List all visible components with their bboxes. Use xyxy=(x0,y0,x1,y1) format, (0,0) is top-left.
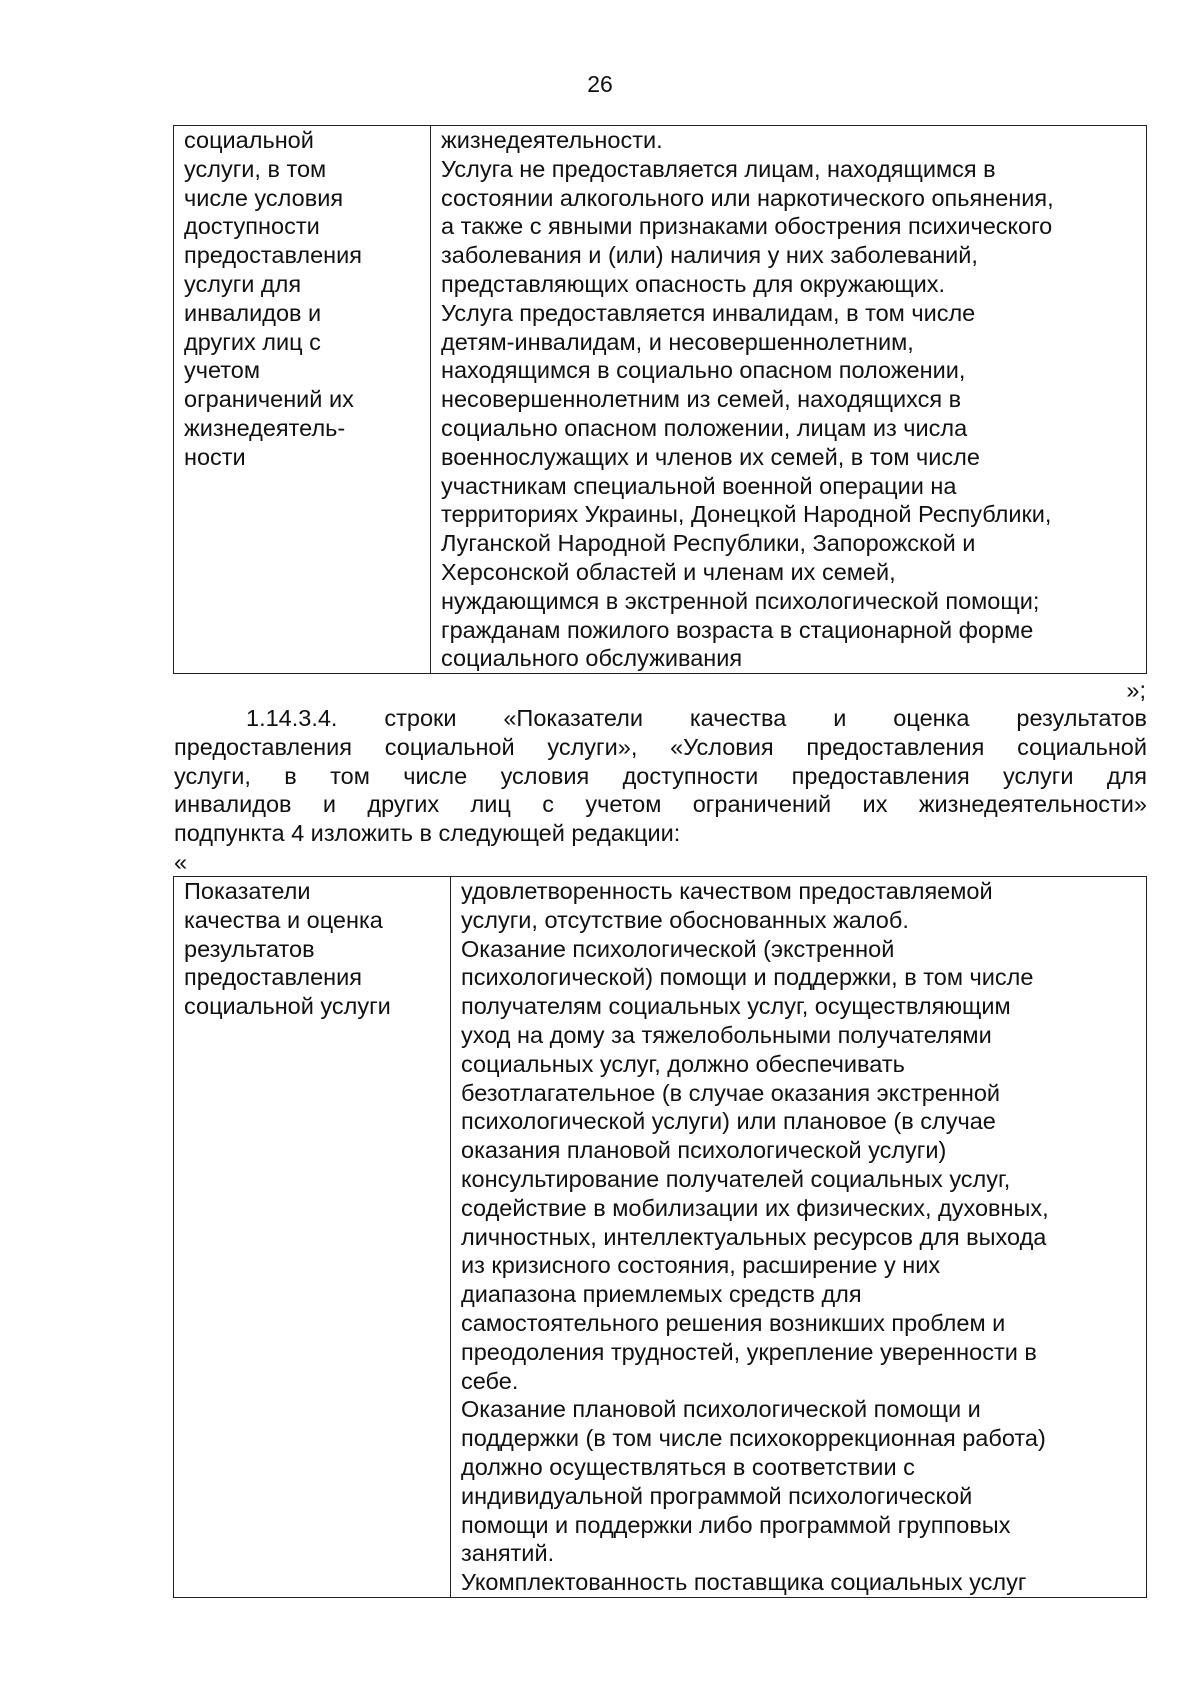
text-line: а также с явными признаками обострения психического xyxy=(441,213,1053,240)
text-line: гражданам пожилого возраста в стационарной форме xyxy=(441,616,1034,643)
page-number: 26 xyxy=(587,71,613,97)
text-line: Укомплектованность поставщика социальных услуг xyxy=(461,1569,1027,1596)
row-title-lines xyxy=(184,126,420,472)
text-line: социального обслуживания xyxy=(441,645,743,672)
text-line: психологической услуги) или плановое (в случае xyxy=(461,1108,996,1135)
text-line: услуги для xyxy=(184,270,302,297)
table-row xyxy=(174,877,1147,1598)
text-line: безотлагательное (в случае оказания экстренной xyxy=(461,1079,1001,1106)
text-line: Оказание плановой психологической помощи и xyxy=(461,1396,981,1423)
opening-quote: « xyxy=(174,849,188,875)
paragraph-line: инвалидов и других лиц с учетом ограничений их жизнедеятельности» xyxy=(174,791,1147,818)
row-content-cell xyxy=(451,877,1147,1598)
paragraph-line: подпункта 4 изложить в следующей редакции: xyxy=(174,820,681,847)
text-line: помощи и поддержки либо программой групповых xyxy=(461,1511,1011,1538)
text-line: военнослужащих и членов их семей, в том числе xyxy=(441,443,980,470)
paragraph-line: 1.14.3.4. строки «Показатели качества и оценка результатов xyxy=(246,705,1147,731)
text-line: из кризисного состояния, расширение у них xyxy=(461,1252,941,1279)
text-line: предоставления xyxy=(184,964,363,991)
row-content-lines xyxy=(461,877,1136,1597)
text-line: уход на дому за тяжелобольными получателями xyxy=(461,1021,992,1048)
paragraph-line: услуги, в том числе условия доступности предоставления услуги для xyxy=(174,762,1147,789)
text-line: ности xyxy=(184,443,246,470)
text-line: нуждающимся в экстренной психологической помощи; xyxy=(441,587,1040,614)
text-line: оказания плановой психологической услуги) xyxy=(461,1137,947,1164)
row-content-cell xyxy=(431,126,1147,674)
text-line: детям-инвалидам, и несовершеннолетним, xyxy=(441,328,914,355)
text-line: заболевания и (или) наличия у них заболеваний, xyxy=(441,242,978,269)
text-line: социальной услуги xyxy=(184,993,391,1020)
text-line: удовлетворенность качеством предоставляемой xyxy=(461,878,993,904)
text-line: инвалидов и xyxy=(184,299,322,326)
text-line: Показатели xyxy=(184,878,311,904)
text-line: качества и оценка xyxy=(184,906,383,933)
text-line: учетом xyxy=(184,357,261,384)
text-line: получателям социальных услуг, осуществляющим xyxy=(461,993,1011,1020)
text-line: числе условия xyxy=(184,184,344,211)
text-line: поддержки (в том числе психокоррекционная работа) xyxy=(461,1425,1046,1452)
text-line: ограничений их xyxy=(184,386,354,413)
table-row xyxy=(174,126,1147,674)
text-line: диапазона приемлемых средств для xyxy=(461,1281,862,1308)
text-line: социальной xyxy=(184,127,314,153)
text-line: находящимся в социально опасном положении, xyxy=(441,357,966,384)
text-line: других лиц с xyxy=(184,328,321,355)
text-line: жизнедеятель- xyxy=(184,414,346,441)
text-line: территориях Украины, Донецкой Народной Республики, xyxy=(441,501,1052,528)
text-line: Услуга предоставляется инвалидам, в том числе xyxy=(441,299,976,326)
quality-indicators-table xyxy=(173,876,1147,1598)
text-line: жизнедеятельности. xyxy=(441,127,663,153)
row-title-lines xyxy=(184,877,440,1021)
text-line: преодоления трудностей, укрепление уверенности в xyxy=(461,1338,1037,1365)
text-line: предоставления xyxy=(184,242,363,269)
services-table-continued xyxy=(173,125,1147,674)
text-line: Луганской Народной Республики, Запорожской и xyxy=(441,530,976,557)
row-title-cell xyxy=(174,877,451,1598)
text-line: самостоятельного решения возникших проблем и xyxy=(461,1309,1006,1336)
text-line: себе. xyxy=(461,1367,519,1394)
text-line: услуги, отсутствие обоснованных жалоб. xyxy=(461,906,909,933)
row-title-cell xyxy=(174,126,431,674)
text-line: занятий. xyxy=(461,1540,555,1567)
amendment-paragraph xyxy=(174,704,1147,848)
text-line: Херсонской областей и членам их семей, xyxy=(441,558,896,585)
text-line: несовершеннолетним из семей, находящихся в xyxy=(441,386,962,413)
text-line: должно осуществляться в соответствии с xyxy=(461,1453,915,1480)
text-line: услуги, в том xyxy=(184,155,327,182)
text-line: психологической) помощи и поддержки, в том числе xyxy=(461,964,1034,991)
row-content-lines xyxy=(441,126,1136,673)
text-line: социальных услуг, должно обеспечивать xyxy=(461,1050,905,1077)
text-line: Услуга не предоставляется лицам, находящимся в xyxy=(441,155,996,182)
text-line: личностных, интеллектуальных ресурсов для выхода xyxy=(461,1223,1047,1250)
text-line: Оказание психологической (экстренной xyxy=(461,935,895,962)
text-line: доступности xyxy=(184,213,320,240)
text-line: содействие в мобилизации их физических, духовных, xyxy=(461,1194,1049,1221)
text-line: консультирование получателей социальных услуг, xyxy=(461,1165,1011,1192)
text-line: социально опасном положении, лицам из числа xyxy=(441,414,968,441)
text-line: результатов xyxy=(184,935,315,962)
text-line: состоянии алкогольного или наркотического опьянения, xyxy=(441,184,1054,211)
text-line: индивидуальной программой психологической xyxy=(461,1482,973,1509)
closing-quote: »; xyxy=(1126,677,1146,703)
text-line: участникам специальной военной операции на xyxy=(441,472,957,499)
text-line: представляющих опасность для окружающих. xyxy=(441,270,946,297)
paragraph-line: предоставления социальной услуги», «Условия предоставления социальной xyxy=(174,733,1147,760)
